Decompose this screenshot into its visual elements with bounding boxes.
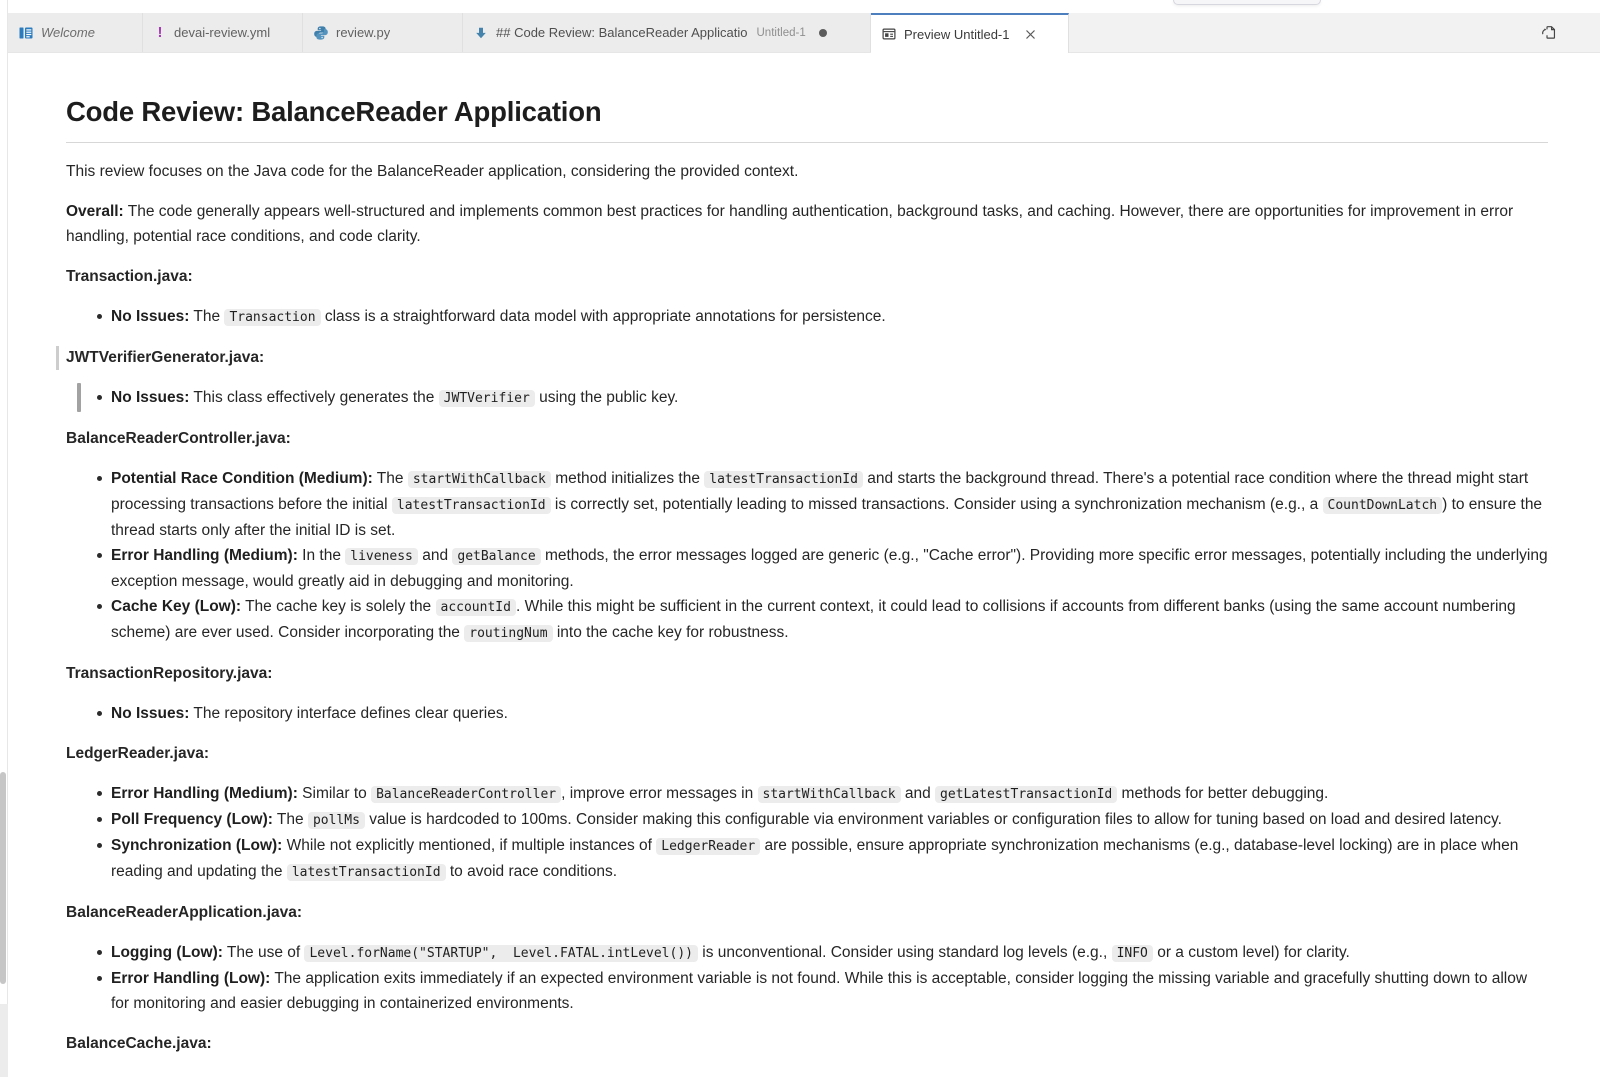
bullet-list	[66, 940, 1548, 1016]
yaml-icon: !	[157, 24, 163, 41]
list-item: Error Handling (Medium): Similar to BalanceReaderController , improve error messages in startWithCallback and getLatestTransactionId methods for better debugging.	[111, 781, 1548, 807]
active-line-marker	[77, 383, 81, 412]
inline-code: Transaction	[224, 309, 320, 326]
bold-text: Overall:	[66, 203, 124, 220]
tab-label: Welcome	[41, 25, 95, 40]
markdown-preview-pane	[8, 53, 1600, 1077]
inline-code: routingNum	[464, 625, 552, 642]
bold-text: No Issues:	[111, 389, 190, 406]
markdown-icon	[473, 25, 489, 41]
close-icon[interactable]	[1023, 27, 1038, 42]
tab-label: ## Code Review: BalanceReader Applicatio	[496, 25, 748, 40]
bold-text: Error Handling (Low):	[111, 970, 271, 987]
inline-code: startWithCallback	[758, 786, 901, 803]
bold-text: Cache Key (Low):	[111, 598, 242, 615]
list-item: Logging (Low): The use of Level.forName("STARTUP", Level.FATAL.intLevel()) is unconventional. Consider using standard log levels (e.g., INFO or a custom level) for clarity.	[111, 940, 1548, 966]
bold-text: Logging (Low):	[111, 944, 223, 961]
page-title: Code Review: BalanceReader Application	[66, 95, 1548, 143]
inline-code: LedgerReader	[656, 838, 760, 855]
bold-text: Error Handling (Medium):	[111, 785, 298, 802]
show-source-icon[interactable]	[1537, 21, 1560, 44]
bullet-list	[66, 304, 1548, 330]
section-heading: TransactionRepository.java:	[66, 665, 273, 682]
scrollbar-corner	[0, 1004, 8, 1077]
section-heading: Transaction.java:	[66, 268, 193, 285]
inline-code: BalanceReaderController	[371, 786, 561, 803]
editor-tab-bar	[8, 13, 1600, 53]
list-item: No Issues: The repository interface defines clear queries.	[111, 701, 1548, 726]
section-heading: BalanceReaderApplication.java:	[66, 904, 303, 921]
list-item: Synchronization (Low): While not explicitly mentioned, if multiple instances of LedgerReader are possible, ensure appropriate synchronization mechanisms (e.g., database-level locking) are in place when reading and updating the latestTransactionId to avoid race conditions.	[111, 833, 1548, 885]
bullet-list	[66, 701, 1548, 726]
tab-description: Untitled-1	[756, 26, 806, 39]
tab-label: devai-review.yml	[174, 25, 271, 40]
paragraph: Overall: The code generally appears well-structured and implements common best practices for handling authentication, background tasks, and caching. However, there are opportunities for improvement in error handling, potential race conditions, and code clarity.	[66, 203, 1514, 245]
bullet-list	[66, 385, 1548, 411]
bold-text: Error Handling (Medium):	[111, 547, 298, 564]
editor-actions	[1537, 13, 1560, 52]
bold-text: Poll Frequency (Low):	[111, 811, 273, 828]
markdown-content	[8, 53, 1600, 1056]
list-item: Potential Race Condition (Medium): The startWithCallback method initializes the latestTransactionId and starts the background thread. There's a potential race condition where the thread might start processing transactions before the initial latestTransactionId is correctly set, potentially leading to missed transactions. Consider using a synchronization mechanism (e.g., a CountDownLatch ) to ensure the thread starts only after the initial ID is set.	[111, 466, 1548, 543]
inline-code: getBalance	[452, 548, 540, 565]
inline-code: latestTransactionId	[704, 471, 863, 488]
bold-text: No Issues:	[111, 705, 190, 722]
bullet-list	[66, 781, 1548, 885]
list-item: Poll Frequency (Low): The pollMs value is hardcoded to 100ms. Consider making this configurable via environment variables or configuration files to allow for tuning based on load and desired latency.	[111, 807, 1548, 833]
inline-code: getLatestTransactionId	[935, 786, 1117, 803]
tab-label: Preview Untitled-1	[904, 26, 1010, 42]
inline-code: CountDownLatch	[1323, 497, 1443, 514]
tab-devai-review-yml[interactable]	[143, 13, 303, 52]
list-item: Error Handling (Low): The application exits immediately if an expected environment variable is not found. While this is acceptable, consider logging the missing variable and gracefully shutting down to allow for monitoring and easier debugging in containerized environments.	[111, 966, 1548, 1016]
inline-code: JWTVerifier	[439, 390, 535, 407]
section-heading: JWTVerifierGenerator.java:	[66, 345, 1548, 370]
bold-text: No Issues:	[111, 308, 190, 325]
list-item: No Issues: This class effectively generates the JWTVerifier using the public key.	[111, 385, 1548, 411]
inline-code: pollMs	[308, 812, 365, 829]
tab-label: review.py	[336, 25, 391, 40]
inline-code: accountId	[436, 599, 516, 616]
tab-preview-untitled-1[interactable]	[871, 13, 1069, 53]
inline-code: Level.forName("STARTUP", Level.FATAL.intLevel())	[304, 945, 698, 962]
tab-untitled-markdown[interactable]	[463, 13, 871, 52]
preview-icon	[881, 26, 897, 42]
bold-text: Synchronization (Low):	[111, 837, 283, 854]
section-heading: BalanceReaderController.java:	[66, 430, 291, 447]
tab-review-py[interactable]	[303, 13, 463, 52]
python-icon	[313, 25, 329, 41]
list-item: No Issues: The Transaction class is a straightforward data model with appropriate annotations for persistence.	[111, 304, 1548, 330]
inline-code: latestTransactionId	[392, 497, 551, 514]
modified-dot-icon	[819, 29, 827, 37]
inline-code: INFO	[1112, 945, 1153, 962]
welcome-icon	[18, 25, 34, 41]
list-item: Error Handling (Medium): In the liveness and getBalance methods, the error messages logged are generic (e.g., "Cache error"). Providing more specific error messages, potentially including the underlying exception message, would greatly aid in debugging and monitoring.	[111, 543, 1548, 594]
list-item: Cache Key (Low): The cache key is solely the accountId . While this might be sufficient in the current context, it could lead to collisions if accounts from different banks (using the same account numbering scheme) are ever used. Consider incorporating the routingNum into the cache key for robustness.	[111, 594, 1548, 646]
section-heading: BalanceCache.java:	[66, 1035, 212, 1052]
tab-welcome[interactable]	[8, 13, 143, 52]
section-heading: LedgerReader.java:	[66, 745, 210, 762]
inline-code: latestTransactionId	[287, 864, 446, 881]
inline-code: liveness	[345, 548, 418, 565]
paragraph: This review focuses on the Java code for the BalanceReader application, considering the provided context.	[66, 163, 799, 180]
bullet-list	[66, 466, 1548, 646]
bold-text: Potential Race Condition (Medium):	[111, 470, 373, 487]
scrollbar-thumb[interactable]	[0, 772, 6, 984]
inline-code: startWithCallback	[408, 471, 551, 488]
quick-input-overlay-edge	[1173, 0, 1321, 5]
